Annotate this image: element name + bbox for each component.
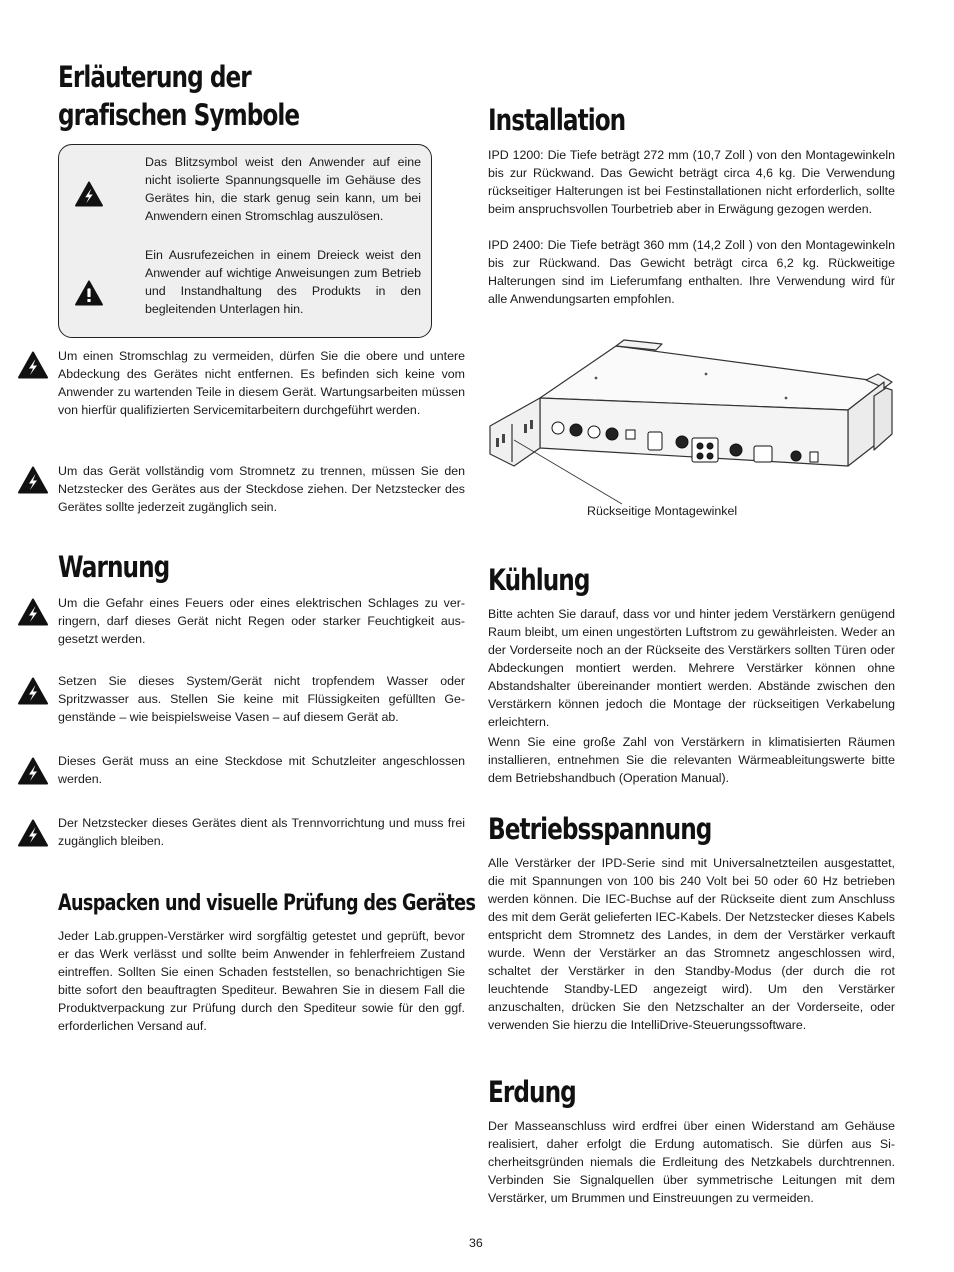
lightning-warning-icon [18,677,48,705]
lightning-explanation: Das Blitzsymbol weist den Anwender auf eine nicht isolierte Spannungsquelle im Gehäuse des Gerätes hin, die stark genug sein kann, um bei Anwendern einen Stromschlag auszulösen. [145,155,421,223]
warning-text-1: Um die Gefahr eines Feuers oder eines elektrischen Schlages zu verringern, darf dieses Gerät nicht Regen oder starker Feuchtigkeit ausgesetzt werden. [58,596,465,646]
installation-text-1: IPD 1200: Die Tiefe beträgt 272 mm (10,7 Zoll ) von den Montagewinkeln bis zur Rückwand. Das Gewicht beträgt circa 4,6 kg. Die Verwendung rückseitiger Halterungen ist bei Festinstallationen nicht erforderlich, sollte beim anspruchsvollen Tourbetrieb aber in Erwägung gezogen werden. [488,148,895,216]
installation-text-2: IPD 2400: Die Tiefe beträgt 360 mm (14,2 Zoll ) von den Montagewinkeln bis zur Rückwand. Das Gewicht beträgt circa 6,2 kg. Rückweitige Halterungen sind im Lieferumfang enthalten. Ihre Verwendung wird für alle Anwendungsarten empfohlen. [488,238,895,306]
lightning-warning-icon [18,757,48,785]
lightning-warning-icon [18,351,48,379]
lightning-warning-icon [18,819,48,847]
cooling-text-2: Wenn Sie eine große Zahl von Verstärkern in klimatisierten Räumen installieren, entnehmen Sie die relevanten Wärmeableitungswerte bitte dem Betriebshandbuch (Operation Manual). [488,735,895,785]
exclamation-explanation: Ein Ausrufezeichen in einem Dreieck weist den Anwender auf wichtige Anweisungen zum Betrieb und Instandhaltung des Produkts in den begleitenden Unterlagen hin. [145,248,421,316]
voltage-text: Alle Verstärker der IPD-Serie sind mit Universalnetzteilen ausgestattet, die mit Spannungen von 100 bis 240 Volt bei 50 oder 60 Hz betrieben werden können. Die IEC-Buchse auf der Rückseite dient zum Anschluss des mit dem Gerät gelieferten IEC-Kabels. Der Netzstecker dieses Kabels entspricht dem Stromnetz des Landes, in dem der Verstärker verkauft wurde. Wenn der Verstärker an das Stromnetz angeschlossen wird, schaltet der Verstärker in den Standby-Modus (der durch die rot leuchtende Standby-LED angezeigt wird). Um den Verstärker anzuschalten, drücken Sie den Netzschalter an der Vorderseite, oder verwenden Sie hierzu die IntelliDrive-Steuerungssoftware. [488,856,895,1032]
safety-text-1: Um einen Stromschlag zu vermeiden, dürfen Sie die obere und untere Abdeckung des Gerätes nicht entfernen. Es befinden sich keine vom Anwender zu wartenden Teile in diesem Gerät. Wartungsarbeiten müssen von hierfür qualifizierten Servicemitarbeitern durchgeführt werden. [58,349,465,417]
symbols-title-line2: grafischen Symbole [58,98,300,132]
safety-text-2: Um das Gerät vollständig vom Stromnetz zu trennen, müssen Sie den Netzstecker des Gerätes aus der Steckdose ziehen. Der Netzstecker des Gerätes sollte jederzeit zugänglich sein. [58,464,465,514]
warning-text-4: Der Netzstecker dieses Gerätes dient als Trennvorrichtung und muss frei zugänglich bleiben. [58,816,465,848]
ground-text: Der Masseanschluss wird erdfrei über einen Widerstand am Gehäuse realisiert, daher erfolgt die Erdung automatisch. Sie dürfen aus Sicherheitsgründen niemals die Erdleitung des Netzkabels durchtrennen. Verbinden Sie Signalquellen über symmetrische Leitungen mit dem Verstärker, um Brummen und Einstreuungen zu vermeiden. [488,1119,895,1205]
warning-text-3: Dieses Gerät muss an eine Steckdose mit Schutzleiter angeschlossen werden. [58,754,465,786]
warning-text-2: Setzen Sie dieses System/Gerät nicht tropfendem Wasser oder Spritzwasser aus. Stellen Sie keine mit Flüssigkeiten gefüllten Gegenstände – wie beispielsweise Vasen – auf diesem Gerät ab. [58,674,465,724]
ground-title: Erdung [488,1075,576,1109]
cooling-title: Kühlung [488,563,590,597]
lightning-warning-icon [18,466,48,494]
lightning-warning-icon [18,598,48,626]
exclamation-warning-icon [75,280,103,306]
installation-title: Installation [488,103,626,137]
page-number: 36 [469,1236,483,1250]
unpack-text: Jeder Lab.gruppen-Verstärker wird sorgfältig getestet und geprüft, bevor er das Werk verlässt und sollte beim Anwender in fehlerfreiem Zustand eintreffen. Sollten Sie einen Schaden feststellen, so benachrichtigen Sie bitte sofort den beauftragten Spediteur. Bewahren Sie in diesem Fall die Produktverpackung zur Prüfung durch den Spediteur sowie für den ggf. erforderlichen Versand auf. [58,929,465,1033]
lightning-warning-icon [75,181,103,207]
figure-caption: Rückseitige Montagewinkel [587,504,738,518]
unpack-title: Auspacken und visuelle Prüfung des Gerätes [58,891,476,916]
voltage-title: Betriebsspannung [488,812,712,846]
symbols-title-line1: Erläuterung der [58,60,251,94]
symbols-title [58,58,299,134]
symbol-legend-box [58,144,432,338]
warning-title: Warnung [58,550,170,584]
amplifier-rear-illustration [486,338,898,508]
cooling-text-1: Bitte achten Sie darauf, dass vor und hinter jedem Verstärkern genügend Raum bleibt, um einen ungestörten Luftstrom zu gewährleisten. Weder an der Vorderseite noch an der Rückseite des Verstärkers sollten Türen oder Abdeckungen montiert werden. Mehrere Verstärker können ohne Abstandshalter übereinander montiert werden. Abstände zwischen den Verstärkern können jedoch die Montage der rückseitigen Verkabelung erleichtern. [488,607,895,729]
